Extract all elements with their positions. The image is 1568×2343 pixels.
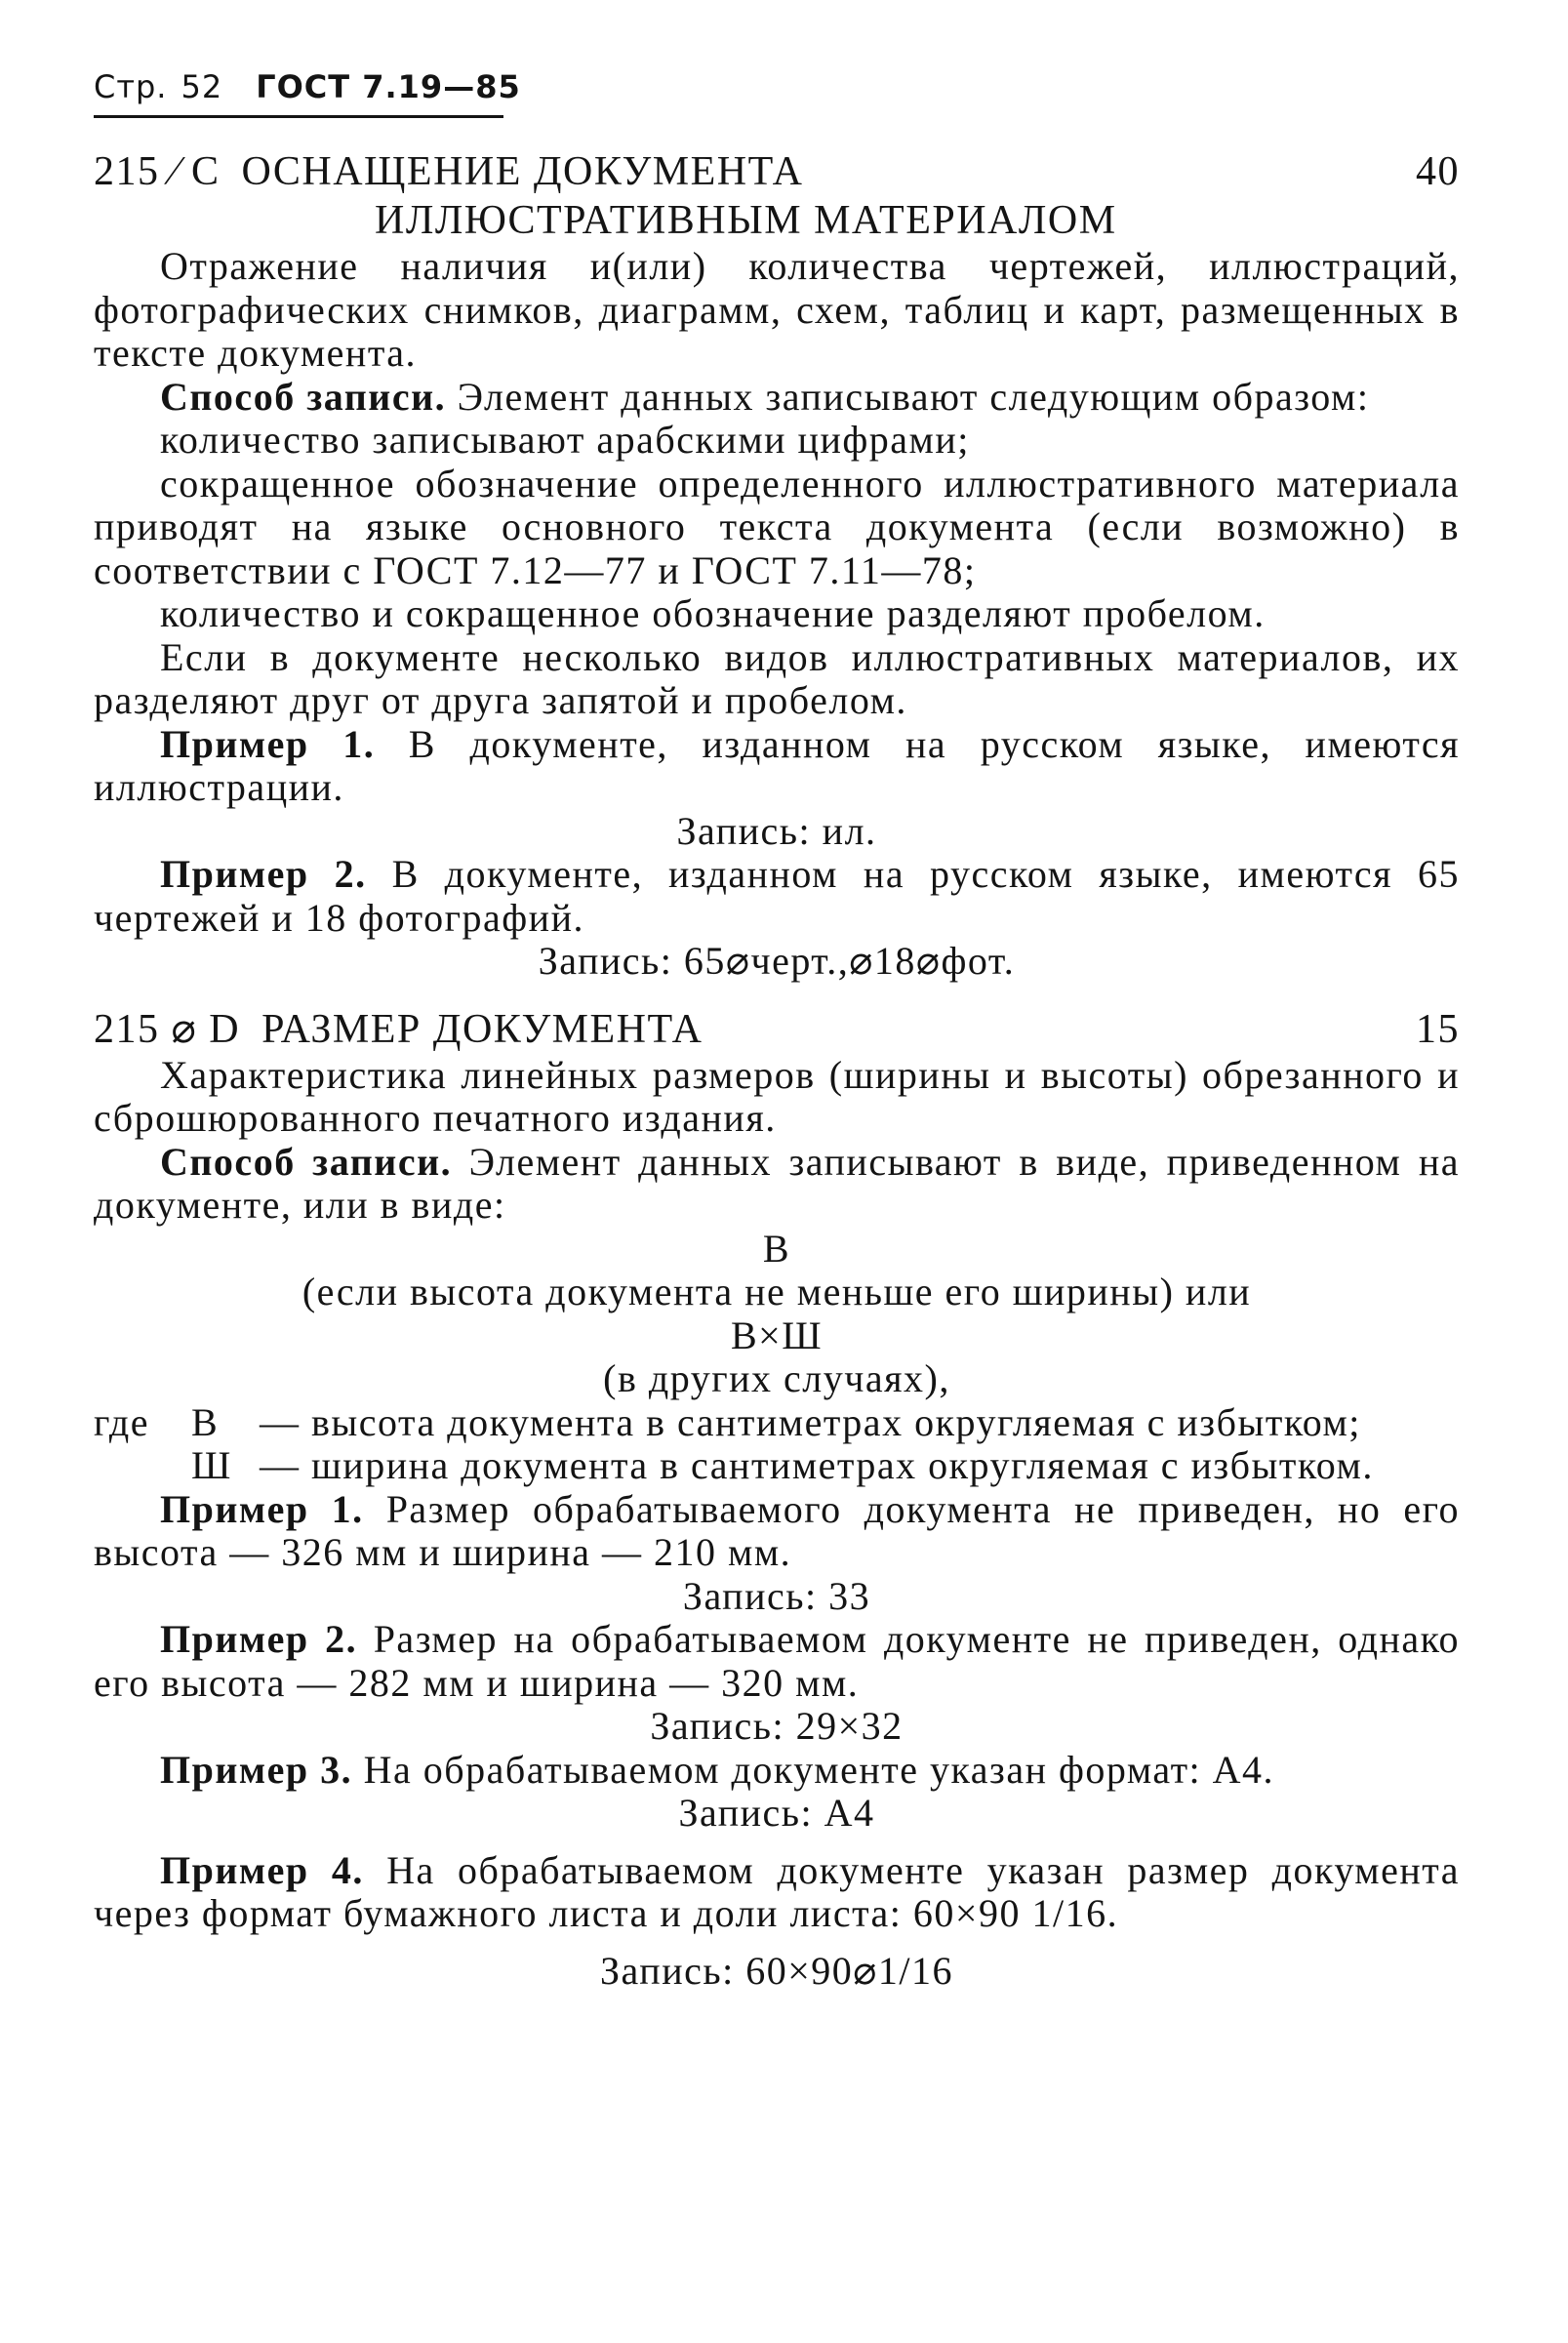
section1-method-text: Элемент данных записывают следующим образом: bbox=[457, 374, 1370, 419]
section1-code: 215 ⁄ С bbox=[94, 149, 221, 194]
section2-example3-record: Запись: А4 bbox=[678, 1791, 875, 1835]
page-header bbox=[94, 68, 521, 118]
section2-example4 bbox=[94, 1849, 1460, 1936]
section2-example2-text: Размер на обрабатываемом документе не приведен, однако его высота — 282 мм и ширина — 320 мм. bbox=[94, 1617, 1461, 1705]
section1-rule4: Если в документе несколько видов иллюстративных материалов, их разделяют друг от друга запятой и пробелом. bbox=[94, 634, 1460, 722]
section1-title-line2: ИЛЛЮСТРАТИВНЫМ МАТЕРИАЛОМ bbox=[375, 198, 1117, 243]
section1-title-line1: ОСНАЩЕНИЕ ДОКУМЕНТА bbox=[241, 149, 804, 194]
where-sh-symbol: Ш bbox=[191, 1443, 232, 1487]
section2-example3 bbox=[94, 1749, 1460, 1793]
section2-example4-text: На обрабатываемом документе указан размер документа через формат бумажного листа и доли листа: 60×90 1/16. bbox=[94, 1847, 1460, 1935]
where-b-symbol: В bbox=[191, 1399, 220, 1444]
where-b-text: — высота документа в сантиметрах округляемая с избытком; bbox=[260, 1399, 1361, 1444]
section2-heading bbox=[94, 1005, 1460, 1054]
section2-example4-record: Запись: 60×90⌀1/16 bbox=[600, 1948, 953, 1993]
section1-method-label: Способ записи. bbox=[160, 374, 447, 419]
form2-symbol: В×Ш bbox=[730, 1313, 824, 1357]
page-label: Стр. bbox=[94, 68, 168, 105]
section2-example4-label: Пример 4. bbox=[160, 1847, 364, 1892]
section2-example1 bbox=[94, 1488, 1460, 1575]
section1-example2-text: В документе, изданном на русском языке, имеются 65 чертежей и 18 фотографий. bbox=[94, 852, 1461, 940]
section2-example1-record: Запись: 33 bbox=[682, 1573, 871, 1618]
section2-definition: Характеристика линейных размеров (ширины и высоты) обрезанного и сброшюрованного печатного издания. bbox=[94, 1052, 1460, 1140]
standard-name: ГОСТ 7.19—85 bbox=[256, 68, 521, 105]
section2-method-text: Элемент данных записывают в виде, приведенном на документе, или в виде: bbox=[94, 1139, 1460, 1227]
section1-example1 bbox=[94, 723, 1460, 810]
section2-method bbox=[94, 1141, 1460, 1228]
section1-rule3: количество и сокращенное обозначение разделяют пробелом. bbox=[160, 591, 1266, 635]
where-legend bbox=[94, 1401, 1460, 1488]
page-number: 52 bbox=[181, 68, 223, 105]
section2-count: 15 bbox=[1416, 1006, 1460, 1052]
form1-note: (если высота документа не меньше его ширины) или bbox=[302, 1270, 1252, 1313]
document-page bbox=[94, 68, 1460, 2313]
section1-method bbox=[94, 376, 1460, 420]
form1-symbol: В bbox=[762, 1226, 791, 1271]
form2-note: (в других случаях), bbox=[603, 1356, 950, 1400]
section1-rule1: количество записывают арабскими цифрами; bbox=[160, 418, 970, 462]
where-word: где bbox=[94, 1399, 150, 1444]
section1-example1-text: В документе, изданном на русском языке, имеются иллюстрации. bbox=[94, 721, 1460, 809]
section1-example2-label: Пример 2. bbox=[160, 852, 367, 896]
section2-example3-label: Пример 3. bbox=[160, 1747, 353, 1792]
section1-example2-record: Запись: 65⌀черт.,⌀18⌀фот. bbox=[538, 939, 1016, 983]
section2-title: РАЗМЕР ДОКУМЕНТА bbox=[261, 1006, 704, 1052]
section1-definition: Отражение наличия и(или) количества чертежей, иллюстраций, фотографических снимков, диаграмм, схем, таблиц и карт, размещенных в тексте документа. bbox=[94, 244, 1460, 375]
section2-method-label: Способ записи. bbox=[160, 1139, 453, 1184]
section2-example1-text: Размер обрабатываемого документа не приведен, но его высота — 326 мм и ширина — 210 мм. bbox=[94, 1486, 1460, 1574]
section1-example1-record: Запись: ил. bbox=[676, 808, 877, 853]
section2-example1-label: Пример 1. bbox=[160, 1486, 364, 1531]
section2-example3-text: На обрабатываемом документе указан формат: А4. bbox=[363, 1747, 1275, 1792]
section1-count: 40 bbox=[1416, 149, 1460, 194]
section1-example2 bbox=[94, 853, 1460, 940]
section1-heading bbox=[94, 147, 1460, 245]
section1-rule2: сокращенное обозначение определенного иллюстративного материала приводят на языке основного текста документа (если возможно) в соответствии с ГОСТ 7.12—77 и ГОСТ 7.11—78; bbox=[94, 461, 1460, 592]
section1-example1-label: Пример 1. bbox=[160, 721, 376, 766]
section2-example2-label: Пример 2. bbox=[160, 1617, 358, 1661]
section2-code: 215 ⌀ D bbox=[94, 1006, 241, 1052]
section2-example2-record: Запись: 29×32 bbox=[650, 1704, 904, 1748]
where-sh-text: — ширина документа в сантиметрах округляемая с избытком. bbox=[260, 1443, 1374, 1487]
section2-example2 bbox=[94, 1618, 1460, 1705]
